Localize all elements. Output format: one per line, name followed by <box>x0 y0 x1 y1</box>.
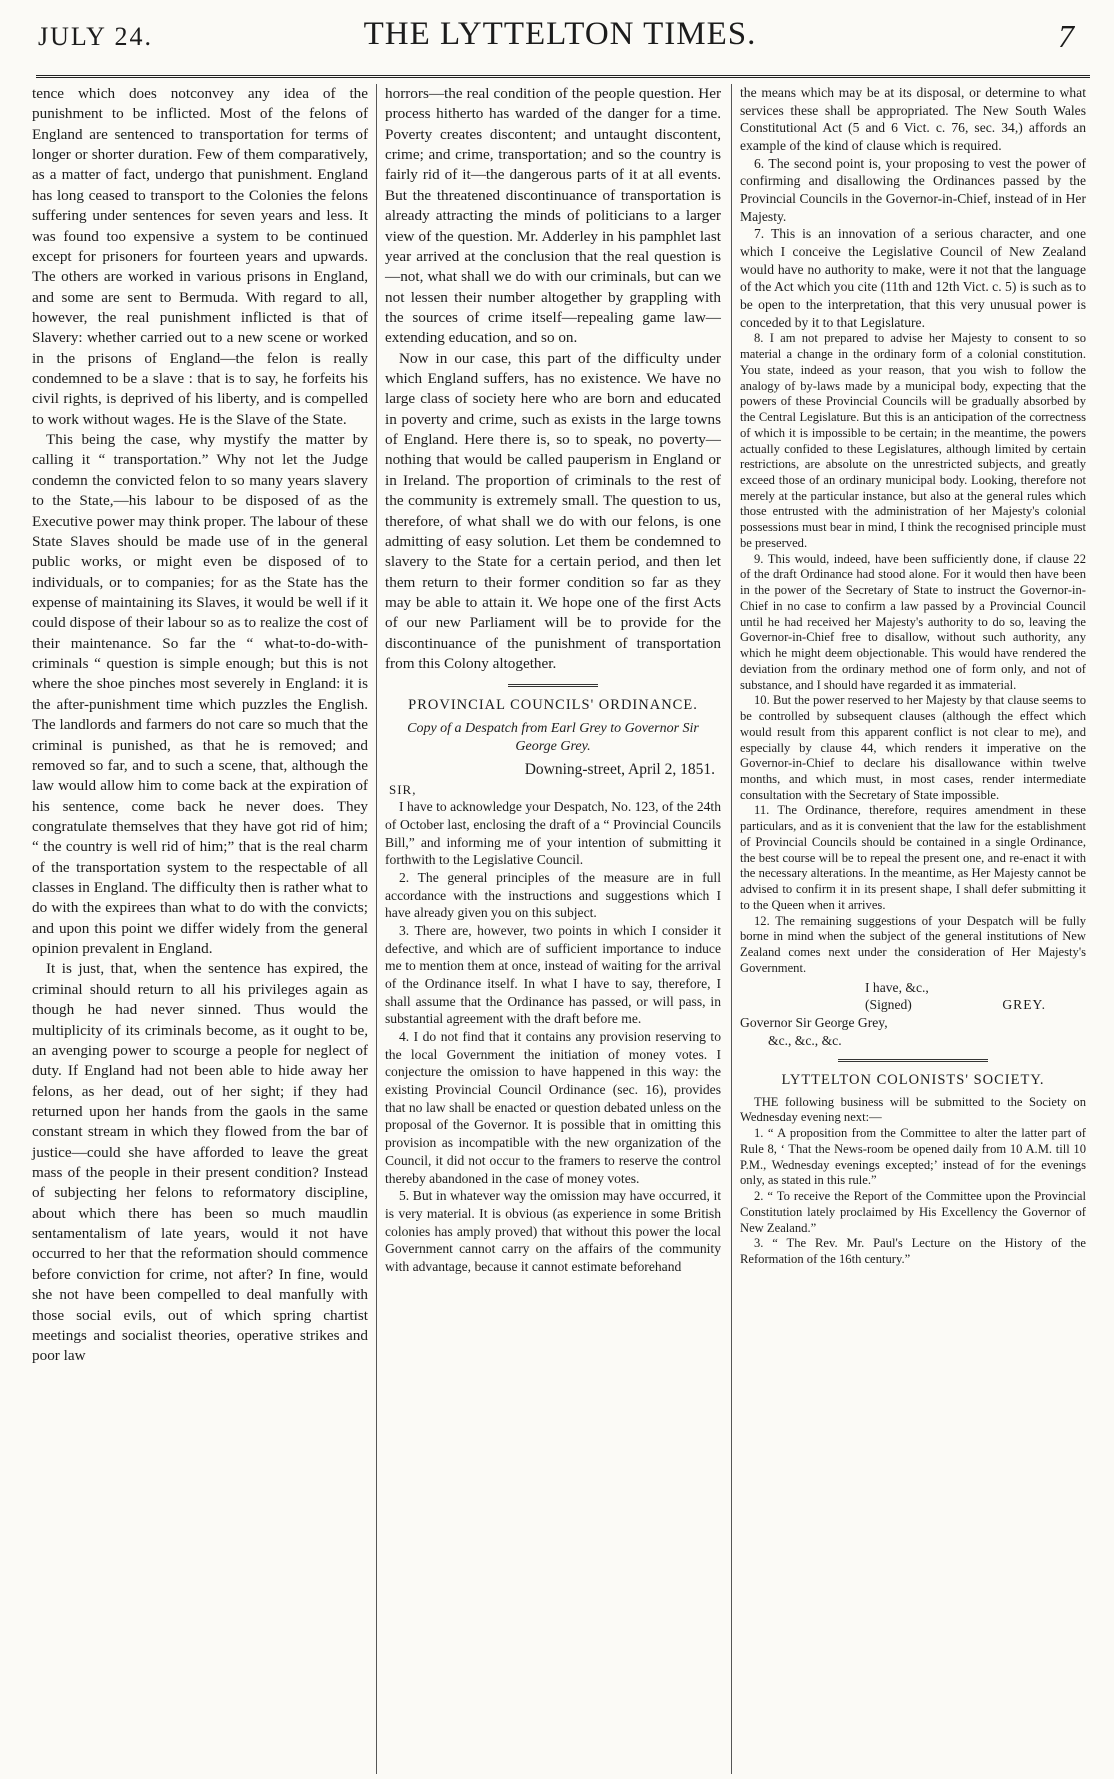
despatch-signature-block <box>740 979 1086 1050</box>
masthead-rule <box>36 75 1090 79</box>
despatch-paragraph: 9. This would, indeed, have been sufficiently done, if clause 22 of the draft Ordinance had stood alone. For it would then have been in the power of the Secretary of State to instruct the Governor-in-Chief in no case to confirm a law passed by a Provincial Council until he had received her Majesty's authority to do so, leaving the Governor-in-Chief free to disallow, without such authority, any which he might deem objectionable. This would have rendered the deviation from the ordinary method one of form only, and not of substance, and I should have regarded it as immaterial. <box>740 551 1086 692</box>
column-2 <box>385 84 721 1276</box>
column-3 <box>740 84 1086 1268</box>
despatch-paragraph: 3. There are, however, two points in which I consider it defective, and which are of sufficient importance to induce me to mention them at once, instead of waiting for the arrival of the Ordinance itself. In what I have to say, therefore, I shall assume that the Ordinance has passed, or will pass, in substantial agreement with the draft before me. <box>385 923 721 1027</box>
despatch-subtitle: Copy of a Despatch from Earl Grey to Governor Sir George Grey. <box>407 720 699 755</box>
addressee: Governor Sir George Grey, <box>740 1014 888 1030</box>
column-divider <box>376 84 377 1774</box>
section-divider <box>508 684 598 688</box>
despatch-paragraph: 10. But the power reserved to her Majesty by that clause seems to be controlled by subsequent clauses (although the effect which would result from this apparent conflict is not clear to me), and especially by clause 44, which renders it imperative on the Governor-in-Chief to declare his disallowance within twelve months, and which must, in most cases, render intermediate consultation with the Secretary of State impossible. <box>740 693 1086 802</box>
despatch-small-print <box>740 331 1086 976</box>
signature-line <box>740 996 1086 1014</box>
despatch-salutation: SIR, <box>389 781 417 797</box>
despatch-paragraph: I have to acknowledge your Despatch, No. 123, of the 24th of October last, enclosing the draft of a “ Provincial Councils Bill,” and informing me of your intention of submitting it forthwith to the Legislative Council. <box>385 799 721 868</box>
column-divider <box>731 84 732 1774</box>
despatch-paragraph: 4. I do not find that it contains any provision reserving to the local Government the initiation of money votes. I conjecture the omission to have happened in this way: the existing Provincial Council Ordinance (sec. 16), provides that no law shall be enacted or question debated unless on the proposal of the Governor. It is possible that in omitting this provision as incompatible with the new organization of the Council, it did not occur to the framers to reserve the control thereby abandoned in the case of money votes. <box>385 1029 721 1186</box>
masthead <box>30 6 1090 64</box>
society-heading: LYTTELTON COLONISTS' SOCIETY. <box>781 1072 1045 1089</box>
column-1 <box>32 84 368 1367</box>
article-paragraph: This being the case, why mystify the matter by calling it “ transportation.” Why not let the Judge condemn the convicted felon to so many years slavery to the State,—his labour to be disposed of as the Executive power may think proper. The labour of these State Slaves should be made use of in the general public works, or might even be disposed of to individuals, or to companies; for as the State has the expense of maintaining its Slaves, it would be well if it could dispose of their labour so as to realize the cost of their maintenance. So far the “ what-to-do-with-criminals “ question is simple enough; but this is not where the shoe pinches most severely in England: it is the after-punishment time which puzzles the English. The landlords and farmers do not care so much that the criminal is punished, as that he is removed; and removed so far, and to such a scene, that, although the law would allow him to come back at the expiration of his sentence, come back he never does. They congratulate themselves that they have got rid of him; “ the country is well rid of him;” that is the real charm of the transportation system to the respectable of all classes in England. The difficulty then is rather what to do with the expirees than what to do with the convicts; and upon this point we differ widely from the general opinion prevalent in England. <box>32 431 368 958</box>
signer-name: GREY. <box>1002 997 1046 1013</box>
despatch-body <box>385 798 721 1275</box>
issue-date: JULY 24. <box>38 22 153 51</box>
article-paragraph: horrors—the real condition of the people question. Her process hitherto has warded of the danger for a time. Poverty creates discontent; and untaught discontent, crime; and crime, transportation; and so the country is fairly rid of it—the dangerous parts of it at all events. But the threatened discontinuance of transportation is already attracting the minds of politicians to a larger view of the question. Mr. Adderley in his pamphlet last year arrived at the conclusion that the real question is—not, what shall we do with our criminals, but can we not lessen their number altogether by grappling with the sources of crime itself—repealing game law—extending education, and so on. <box>385 85 721 347</box>
despatch-continued <box>740 84 1086 331</box>
despatch-paragraph: 6. The second point is, your proposing to vest the power of confirming and disallowing the Ordinances passed by the Provincial Councils in the Governor-in-Chief, instead of in Her Majesty. <box>740 155 1086 224</box>
society-notice <box>740 1095 1086 1268</box>
despatch-paragraph: 12. The remaining suggestions of your Despatch will be fully borne in mind when the subject of the general institutions of New Zealand comes next under the consideration of Her Majesty's Government. <box>740 913 1086 975</box>
despatch-dateline: Downing-street, April 2, 1851. <box>524 761 715 779</box>
article-paragraph: Now in our case, this part of the difficulty under which England suffers, has no existence. We have no large class of society here who are born and educated in poverty and crime, such as exists in the large towns of England. Here there is, so to speak, no poverty—nothing that would be called pauperism in England or in Ireland. The proportion of criminals to the rest of the community is extremely small. The question to us, therefore, of what shall we do with our felons, is one admitting of easy solution. Let them be condemned to slavery to the State for a certain period, and then let them return to their former condition so far as they may be able to attain it. We hope one of the first Acts of our new Parliament will be to provide for the discontinuance of the punishment of transportation from this Colony altogether. <box>385 349 721 673</box>
signed-label: (Signed) <box>865 997 912 1013</box>
section-divider <box>838 1059 988 1063</box>
despatch-paragraph: 7. This is an innovation of a serious character, and one which I conceive the Legislative Council of New Zealand would have no authority to make, were it not that the language of the Act which you cite (11th and 12th Vict. c. 5) is such as to be open to the interpretation, that this very unusual power is conceded by it to that Legislature. <box>740 226 1086 330</box>
article-paragraph: It is just, that, when the sentence has expired, the criminal should return to all his privileges again as though he had never sinned. Thus would the multiplicity of its criminals become, as it ought to be, an avenging power to scourge a people for neglect of duty. If England had not been able to hide away her felons, as her dead, out of her sight; if they had returned upon her hands from the gaols in the same constant stream in which they flowed from the bar of justice—could she have afforded to leave the great mass of the people in their present condition? Instead of subjecting her felons to reformatory discipline, about which there has been so much maudlin sentamentalism of late years, would it not have occurred to her that the reformation should commence before conviction for crime, not after? In fine, would she not have been compelled to deal manfully with those social evils, out of which spring chartist meetings and socialist theories, operative strikes and poor law <box>32 960 368 1365</box>
despatch-paragraph: 2. The general principles of the measure are in full accordance with the instructions and suggestions which I have already given you on this subject. <box>385 870 721 921</box>
society-item: 2. “ To receive the Report of the Committee upon the Provincial Constitution lately proclaimed by His Excellency the Governor of New Zealand.” <box>740 1189 1086 1235</box>
despatch-paragraph: 11. The Ordinance, therefore, requires amendment in these particulars, and as it is convenient that the law for the establishment of Provincial Councils should be contained in a single Ordinance, the best course will be to repeal the present one, and re-enact it with the necessary alterations. In the meantime, as Her Majesty cannot be advised to confirm it in its present shape, I shall defer submitting it to the Queen when it arrives. <box>740 803 1086 912</box>
society-item: 1. “ A proposition from the Committee to alter the latter part of Rule 8, ‘ That the News-room be opened daily from 10 A.M. till 10 P.M., Wednesday evenings excepted;’ instead of for the evenings only, as stated in this rule.” <box>740 1126 1086 1188</box>
despatch-paragraph: 8. I am not prepared to advise her Majesty to consent to so material a change in the ordinary form of a colonial constitution. You state, indeed as your reason, that you wish to follow the analogy of by-laws made by a municipal body, expecting that the powers of these Provincial Councils will be gradually absorbed by the Central Legislature. But this is an anticipation of the correctness of which it is impossible to be certain; in the meantime, the powers actually confided to these Legislatures, although limited by certain restrictions, are absolute on the unrestricted subjects, and greatly exceed those of an ordinary municipal body. Looking, therefore not merely at the particular instance, but also at the general rules which those entrusted with the administration of her Majesty's colonial possessions must bear in mind, I think the recognised principle must be preserved. <box>740 331 1086 550</box>
despatch-paragraph: 5. But in whatever way the omission may have occurred, it is very material. It is obvious (as experience in some British colonies has amply proved) that without this power the local Government cannot carry on the affairs of the community with advantage, because it cannot estimate beforehand <box>385 1188 721 1274</box>
despatch-paragraph: the means which may be at its disposal, or determine to what services these shall be appropriated. The New South Wales Constitutional Act (5 and 6 Vict. c. 76, sec. 34,) affords an example of the kind of clause which is required. <box>740 85 1086 154</box>
society-intro: THE following business will be submitted to the Society on Wednesday evening next:— <box>740 1094 1086 1125</box>
newspaper-title: THE LYTTELTON TIMES. <box>363 16 757 52</box>
closing-line: I have, &c., <box>865 979 929 995</box>
despatch-heading: PROVINCIAL COUNCILS' ORDINANCE. <box>408 697 698 714</box>
addressee-etc: &c., &c., &c. <box>768 1032 842 1048</box>
society-item: 3. “ The Rev. Mr. Paul's Lecture on the History of the Reformation of the 16th century.” <box>740 1236 1086 1266</box>
page-number: 7 <box>1058 18 1074 54</box>
article-paragraph: tence which does notconvey any idea of the punishment to be inflicted. Most of the felons of England are sentenced to transportation for terms of longer or shorter duration. Few of them comparatively, as a matter of fact, undergo that punishment. England has long ceased to transport to the Colonies the felons suffering under sentences for seven years and less. It was found too expensive a system to be continued except for prisoners for fourteen years and upwards. The others are worked in various prisons in England, and some are sent to Bermuda. With regard to all, however, the real punishment inflicted is that of Slavery: whether carried out to a new scene or worked in the prisons of England—the felon is really condemned to be a slave : that is to say, he forfeits his civil rights, is deprived of his liberty, and is compelled to work without wages. He is the Slave of the State. <box>32 85 368 428</box>
